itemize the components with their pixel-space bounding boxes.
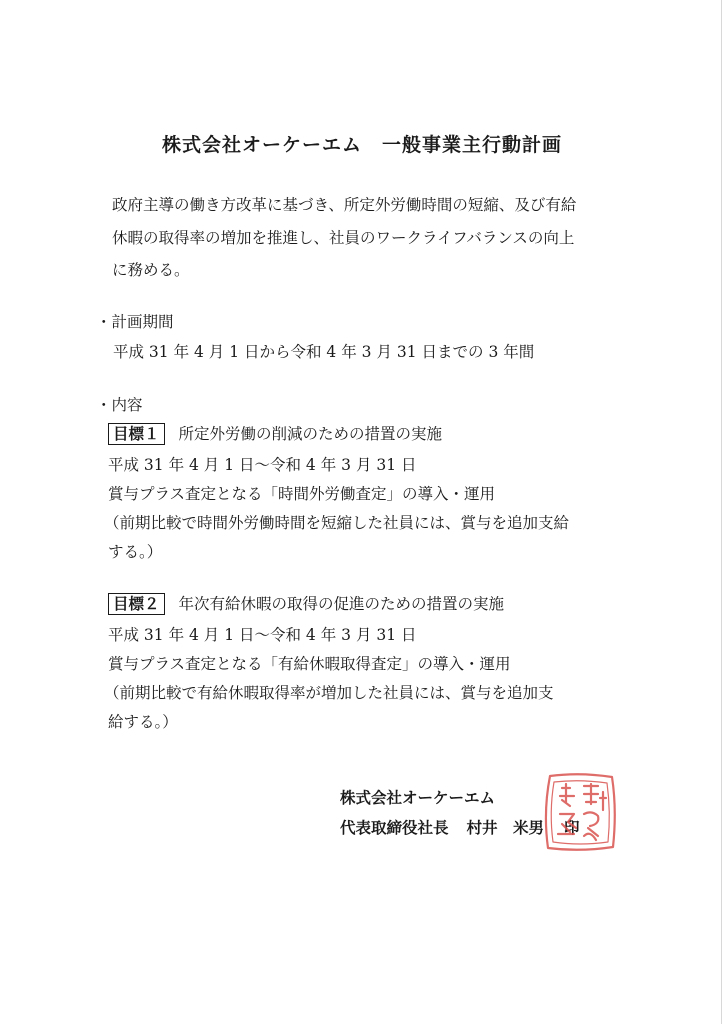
goal-2-header (108, 593, 504, 615)
goal-1-dates: 平成 31 年 4 月 1 日～令和 4 年 3 月 31 日 (108, 456, 417, 474)
intro-line-2: 休暇の取得率の増加を推進し、社員のワークライフバランスの向上 (112, 229, 575, 247)
document-title: 株式会社オーケーエム 一般事業主行動計画 (161, 134, 562, 156)
signature-name: 村井 米男 (466, 818, 545, 837)
intro-line-1: 政府主導の働き方改革に基づき、所定外労働時間の短縮、及び有給 (112, 196, 577, 214)
signature-company: 株式会社オーケーエム (340, 788, 496, 807)
goal-1-title: 所定外労働の削減のための措置の実施 (178, 425, 443, 443)
company-seal-icon (540, 770, 620, 854)
goal-2-title: 年次有給休暇の取得の促進のための措置の実施 (178, 595, 505, 613)
goal-2-note-line-1: （前期比較で有給休暇取得率が増加した社員には、賞与を追加支 (104, 684, 554, 702)
goal-2-label: 目標２ (108, 593, 165, 615)
period-heading: ・計画期間 (96, 313, 174, 331)
goal-1-measure: 賞与プラス査定となる「時間外労働査定」の導入・運用 (108, 485, 496, 503)
goal-2-measure: 賞与プラス査定となる「有給休暇取得査定」の導入・運用 (108, 655, 511, 673)
goal-1-label: 目標１ (108, 423, 165, 445)
period-text: 平成 31 年 4 月 1 日から令和 4 年 3 月 31 日までの 3 年間 (113, 343, 535, 361)
goal-1-note-line-1: （前期比較で時間外労働時間を短縮した社員には、賞与を追加支給 (104, 514, 570, 532)
goal-2-dates: 平成 31 年 4 月 1 日～令和 4 年 3 月 31 日 (108, 626, 417, 644)
goal-2-note-line-2: 給する。） (108, 713, 178, 731)
signature-position: 代表取締役社長 (340, 818, 449, 837)
intro-line-3: に務める。 (112, 261, 190, 279)
content-heading: ・内容 (96, 396, 143, 414)
goal-1-header (108, 423, 442, 445)
goal-1-note-line-2: する。） (108, 543, 163, 561)
seal-mark: 印 (564, 818, 580, 837)
